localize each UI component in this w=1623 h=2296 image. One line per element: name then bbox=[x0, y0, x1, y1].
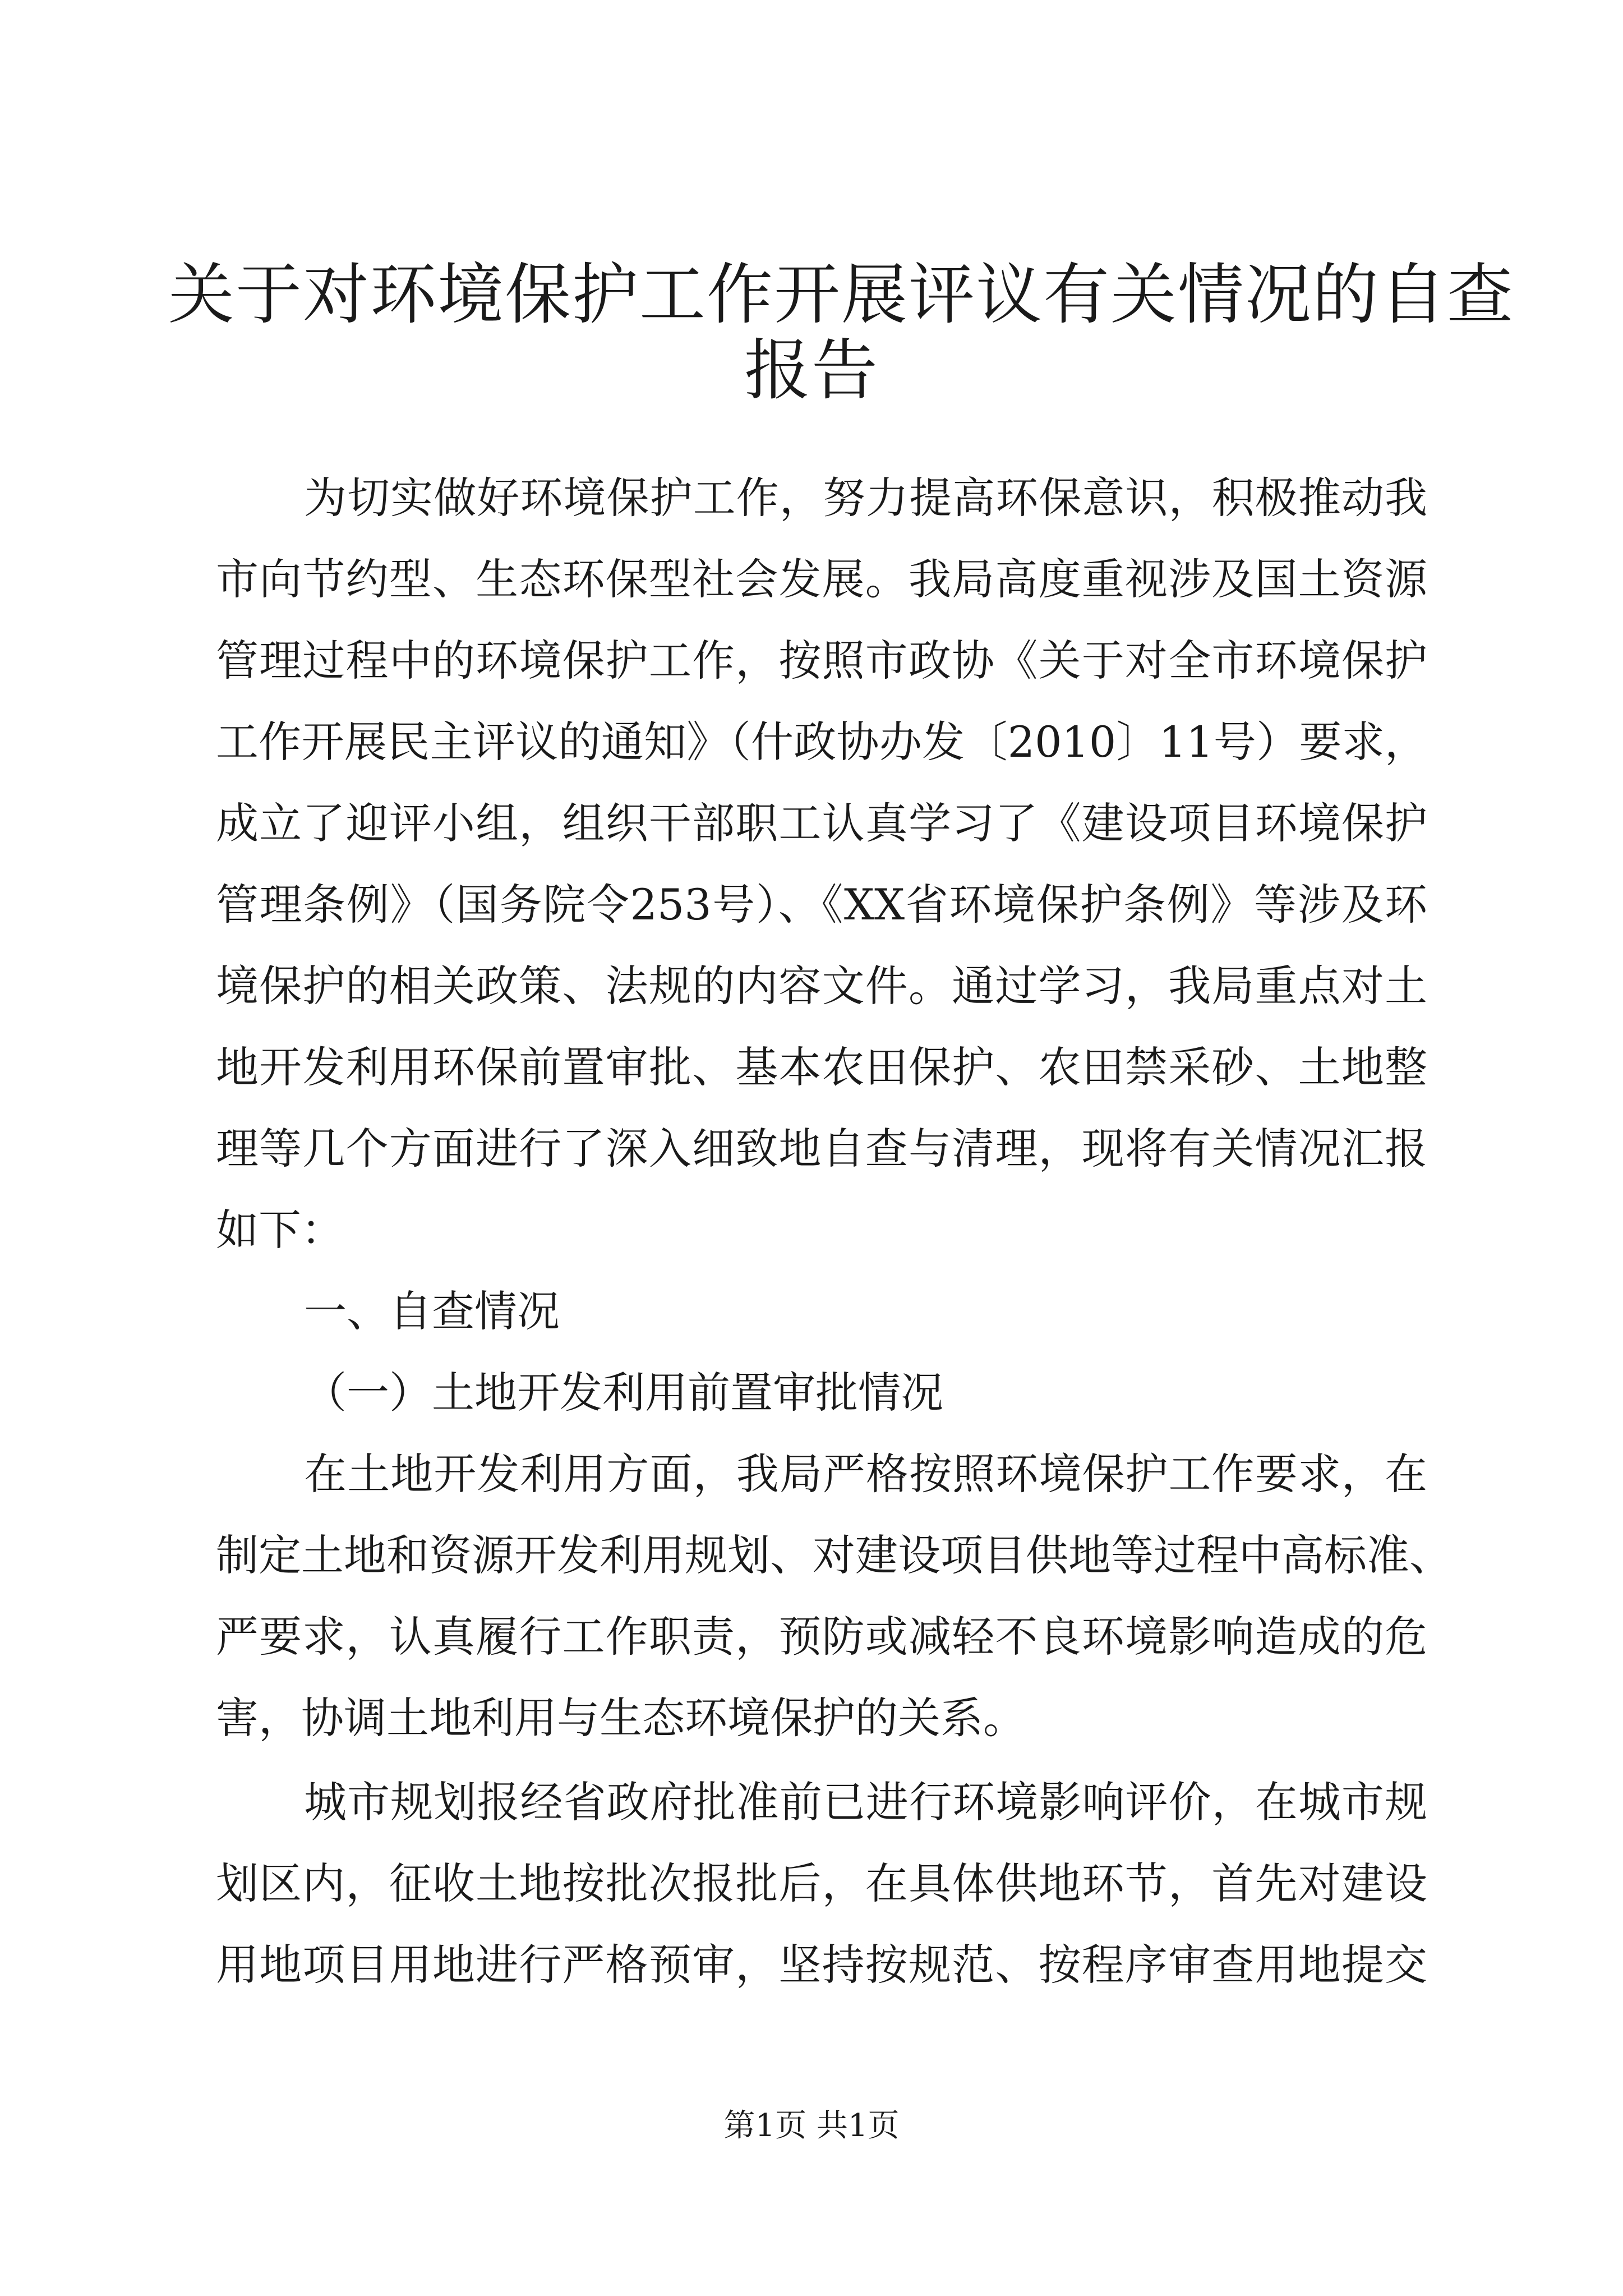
para1-line-9: 理等几个方面进行了深入细致地自查与清理，现将有关情况汇报 bbox=[216, 1124, 1427, 1174]
para1-line-10: 如下： bbox=[216, 1205, 344, 1255]
para2-line-1: 在土地开发利用方面，我局严格按照环境保护工作要求，在 bbox=[304, 1449, 1427, 1499]
document-title-line-1: 关于对环境保护工作开展评议有关情况的自查 bbox=[168, 256, 1515, 333]
para1-line-6: 管理条例》（国务院令253号）、《XX省环境保护条例》等涉及环 bbox=[216, 880, 1427, 930]
para2-line-2: 制定土地和资源开发利用规划、对建设项目供地等过程中高标准、 bbox=[216, 1530, 1452, 1580]
para3-line-2: 划区内，征收土地按批次报批后，在具体供地环节，首先对建设 bbox=[216, 1858, 1427, 1908]
para1-line-3: 管理过程中的环境保护工作，按照市政协《关于对全市环境保护 bbox=[216, 636, 1427, 685]
para2-line-4: 害，协调土地利用与生态环境保护的关系。 bbox=[216, 1693, 1026, 1743]
para3-line-1: 城市规划报经省政府批准前已进行环境影响评价，在城市规 bbox=[304, 1777, 1427, 1827]
para1-line-8: 地开发利用环保前置审批、基本农田保护、农田禁采砂、土地整 bbox=[216, 1042, 1427, 1092]
para1-line-1: 为切实做好环境保护工作，努力提高环保意识，积极推动我 bbox=[304, 473, 1427, 523]
para2-line-3: 严要求，认真履行工作职责，预防或减轻不良环境影响造成的危 bbox=[216, 1612, 1427, 1662]
page-footer: 第1页 共1页 bbox=[723, 2108, 900, 2144]
section-heading-1: 一、自查情况 bbox=[304, 1286, 560, 1336]
para1-line-5: 成立了迎评小组，组织干部职工认真学习了《建设项目环境保护 bbox=[216, 798, 1427, 848]
para1-line-4: 工作开展民主评议的通知》（什政协办发〔2010〕11号）要求， bbox=[216, 717, 1427, 767]
subsection-heading-1: （一）土地开发利用前置审批情况 bbox=[304, 1368, 943, 1418]
document-title-line-2: 报告 bbox=[744, 332, 879, 409]
para3-line-3: 用地项目用地进行严格预审，坚持按规范、按程序审查用地提交 bbox=[216, 1940, 1427, 1990]
para1-line-2: 市向节约型、生态环保型社会发展。我局高度重视涉及国土资源 bbox=[216, 554, 1427, 604]
para1-line-7: 境保护的相关政策、法规的内容文件。通过学习，我局重点对土 bbox=[216, 961, 1427, 1011]
